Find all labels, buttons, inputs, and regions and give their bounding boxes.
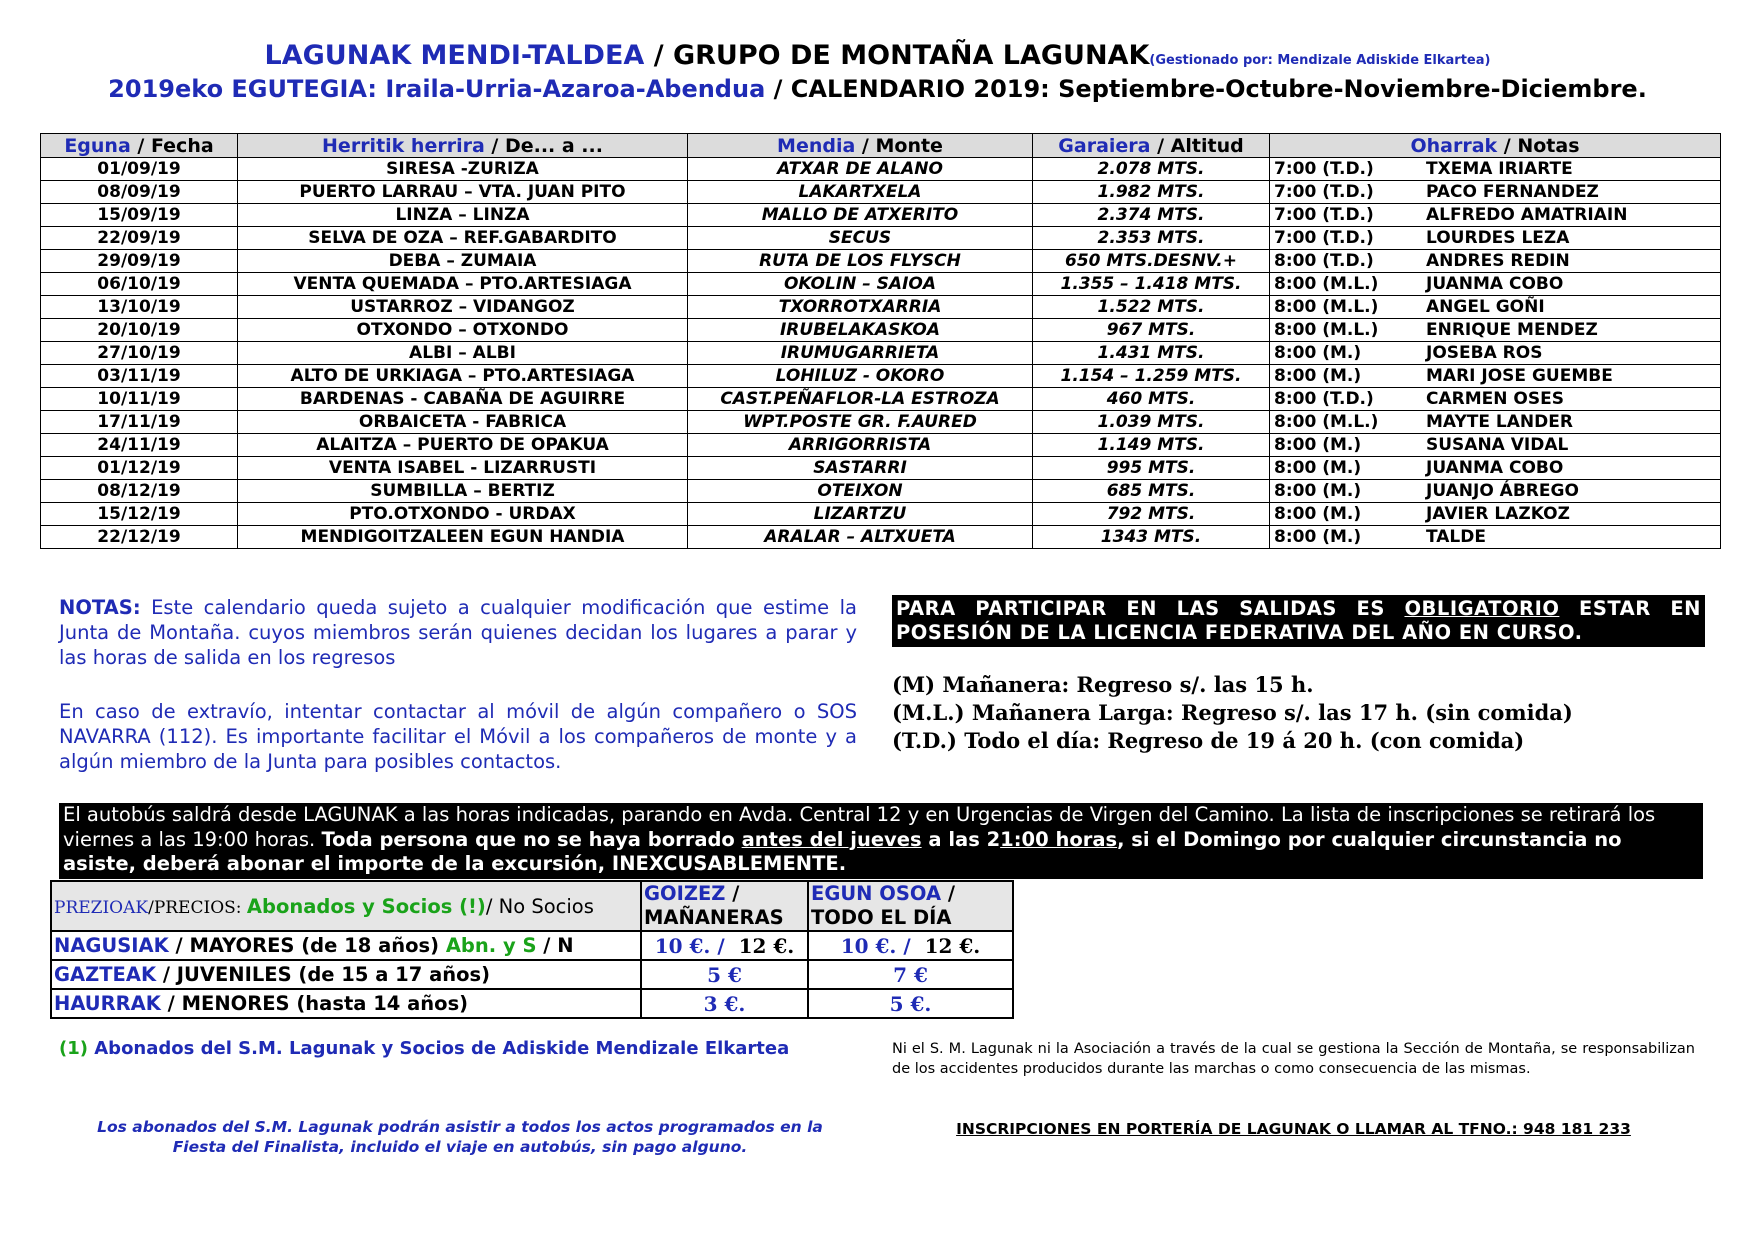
category-tail: / N [536, 934, 574, 957]
table-row [41, 181, 1721, 204]
cell-mountain: IRUMUGARRIETA [688, 342, 1033, 365]
cell-departure-time: 8:00 (T.D.) [1274, 389, 1374, 409]
table-row [41, 273, 1721, 296]
column-header-basque: Garaiera [1058, 134, 1151, 157]
footnote [59, 1038, 789, 1059]
cell-mountain: ATXAR DE ALANO [688, 158, 1033, 181]
table-row [41, 480, 1721, 503]
price-mananeras [641, 931, 808, 960]
bus-notice-deadline-hour: 1:00 horas [1000, 827, 1118, 851]
bus-notice [59, 803, 1703, 879]
cell-mountain: MALLO DE ATXERITO [688, 204, 1033, 227]
cell-date: 03/11/19 [41, 365, 238, 388]
cell-mountain: LOHILUZ - OKORO [688, 365, 1033, 388]
price-no-socios: 12 €. [724, 933, 795, 958]
cell-altitude: 2.374 MTS. [1033, 204, 1270, 227]
cell-date: 10/11/19 [41, 388, 238, 411]
cell-date: 20/10/19 [41, 319, 238, 342]
schedule-legend [892, 671, 1573, 755]
cell-departure-time: 7:00 (T.D.) [1274, 205, 1374, 225]
cell-notes [1270, 526, 1721, 549]
price-abonados: 7 € [893, 962, 928, 987]
title-separator: / [644, 40, 673, 71]
prices-col-mananeras [641, 881, 808, 931]
legend-item-m: (M) Mañanera: Regreso s/. las 15 h. [892, 672, 1314, 697]
table-row [41, 250, 1721, 273]
inscriptions-contact: INSCRIPCIONES EN PORTERÍA DE LAGUNAK O LLAMAR AL TFNO.: 948 181 233 [956, 1120, 1631, 1138]
cell-notes [1270, 204, 1721, 227]
cell-date: 08/12/19 [41, 480, 238, 503]
cell-route: DEBA – ZUMAIA [238, 250, 688, 273]
cell-mountain: OKOLIN – SAIOA [688, 273, 1033, 296]
cell-route: SIRESA -ZURIZA [238, 158, 688, 181]
cell-route: SELVA DE OZA – REF.GABARDITO [238, 227, 688, 250]
cell-altitude: 1.039 MTS. [1033, 411, 1270, 434]
table-row [41, 319, 1721, 342]
col-goizez-sep: / [725, 882, 740, 905]
title-basque: LAGUNAK MENDI-TALDEA [264, 40, 645, 71]
calendar-body [41, 158, 1721, 549]
cell-altitude: 1343 MTS. [1033, 526, 1270, 549]
cell-guide: JAVIER LAZKOZ [1426, 504, 1570, 524]
col-goizez: GOIZEZ [644, 882, 726, 905]
table-row [41, 365, 1721, 388]
column-header-notas [1270, 134, 1721, 158]
lost-contact-paragraph: En caso de extravío, intentar contactar al móvil de algún compañero o SOS NAVARRA (112). Es importante facilitar el Móvil a los compañeros de monte y a algún miembro de la Junta para posibles contactos. [59, 700, 857, 773]
cell-guide: TXEMA IRIARTE [1426, 159, 1573, 179]
cell-notes [1270, 457, 1721, 480]
cell-mountain: TXORROTXARRIA [688, 296, 1033, 319]
cell-departure-time: 8:00 (M.) [1274, 366, 1362, 386]
cell-date: 06/10/19 [41, 273, 238, 296]
calendar-table [40, 133, 1721, 549]
cell-route: OTXONDO – OTXONDO [238, 319, 688, 342]
prices-table [50, 880, 1014, 1019]
price-abonados: 3 €. [703, 991, 746, 1016]
cell-date: 13/10/19 [41, 296, 238, 319]
cell-mountain: LIZARTZU [688, 503, 1033, 526]
cell-date: 29/09/19 [41, 250, 238, 273]
cell-date: 15/12/19 [41, 503, 238, 526]
table-row [41, 457, 1721, 480]
cell-mountain: RUTA DE LOS FLYSCH [688, 250, 1033, 273]
page-subtitle [0, 75, 1755, 103]
prices-header-label [51, 881, 641, 931]
calendar-header-row [41, 134, 1721, 158]
cell-altitude: 1.154 – 1.259 MTS. [1033, 365, 1270, 388]
cell-departure-time: 7:00 (T.D.) [1274, 228, 1374, 248]
table-row [41, 411, 1721, 434]
col-egun-osoa-sep: / [941, 882, 955, 905]
cell-route: ALTO DE URKIAGA – PTO.ARTESIAGA [238, 365, 688, 388]
cell-route: SUMBILLA – BERTIZ [238, 480, 688, 503]
cell-altitude: 1.982 MTS. [1033, 181, 1270, 204]
cell-mountain: ARRIGORRISTA [688, 434, 1033, 457]
cell-guide: MARI JOSE GUEMBE [1426, 366, 1613, 386]
price-todo-el-dia [808, 931, 1013, 960]
cell-date: 15/09/19 [41, 204, 238, 227]
column-header-monte [688, 134, 1033, 158]
cell-guide: JUANMA COBO [1426, 274, 1564, 294]
price-todo-el-dia [808, 960, 1013, 989]
cell-route: MENDIGOITZALEEN EGUN HANDIA [238, 526, 688, 549]
cell-route: LINZA – LINZA [238, 204, 688, 227]
column-header-spanish: / Monte [855, 134, 943, 157]
category-basque: GAZTEAK [54, 963, 157, 986]
cell-notes [1270, 411, 1721, 434]
prices-col-todo-el-dia [808, 881, 1013, 931]
cell-route: USTARROZ – VIDANGOZ [238, 296, 688, 319]
prices-header-nosocios: / No Socios [485, 894, 594, 918]
cell-date: 24/11/19 [41, 434, 238, 457]
price-abonados: 10 €. / [840, 933, 911, 958]
column-header-spanish: / Notas [1497, 134, 1580, 157]
column-header-basque: Oharrak [1410, 134, 1498, 157]
cell-guide: JOSEBA ROS [1426, 343, 1543, 363]
cell-route: ORBAICETA - FABRICA [238, 411, 688, 434]
table-row [41, 158, 1721, 181]
cell-route: BARDENAS - CABAÑA DE AGUIRRE [238, 388, 688, 411]
cell-notes [1270, 158, 1721, 181]
price-abonados: 5 €. [889, 991, 932, 1016]
cell-altitude: 1.149 MTS. [1033, 434, 1270, 457]
cell-mountain: LAKARTXELA [688, 181, 1033, 204]
price-no-socios: 12 €. [910, 933, 981, 958]
prices-header-precios: /PRECIOS: [148, 897, 247, 918]
col-egun-osoa: EGUN OSOA [811, 882, 942, 905]
cell-altitude: 967 MTS. [1033, 319, 1270, 342]
table-row [41, 342, 1721, 365]
cell-departure-time: 8:00 (M.L.) [1274, 412, 1379, 432]
column-header-spanish: / Fecha [130, 134, 214, 157]
table-row [41, 204, 1721, 227]
cell-departure-time: 8:00 (M.) [1274, 458, 1362, 478]
cell-departure-time: 8:00 (M.) [1274, 481, 1362, 501]
cell-notes [1270, 319, 1721, 342]
cell-mountain: CAST.PEÑAFLOR-LA ESTROZA [688, 388, 1033, 411]
page-title [0, 40, 1755, 71]
category-abonados: Abn. y S [445, 934, 537, 957]
cell-altitude: 792 MTS. [1033, 503, 1270, 526]
cell-date: 08/09/19 [41, 181, 238, 204]
cell-guide: PACO FERNANDEZ [1426, 182, 1599, 202]
disclaimer: Ni el S. M. Lagunak ni la Asociación a través de la cual se gestiona la Sección de Montaña, se responsabilizan de los accidentes producidos durante las marchas o como consecuencia de las mismas. [892, 1041, 1695, 1077]
category-basque: NAGUSIAK [54, 934, 169, 957]
cell-guide: MAYTE LANDER [1426, 412, 1573, 432]
cell-altitude: 650 MTS.DESNV.+ [1033, 250, 1270, 273]
cell-guide: LOURDES LEZA [1426, 228, 1570, 248]
cell-guide: SUSANA VIDAL [1426, 435, 1569, 455]
cell-guide: ALFREDO AMATRIAIN [1426, 205, 1628, 225]
price-mananeras [641, 989, 808, 1018]
cell-mountain: SECUS [688, 227, 1033, 250]
cell-date: 01/12/19 [41, 457, 238, 480]
cell-notes [1270, 503, 1721, 526]
legend-item-td: (T.D.) Todo el día: Regreso de 19 á 20 h. (con comida) [892, 728, 1525, 753]
subtitle-basque: 2019eko EGUTEGIA: Iraila-Urria-Azaroa-Abendua [108, 75, 766, 103]
cell-date: 27/10/19 [41, 342, 238, 365]
price-todo-el-dia [808, 989, 1013, 1018]
bus-notice-bold3: , si el Domingo por cualquier circunstancia no asiste, deberá abonar el importe de la excursión, INEXCUSABLEMENTE. [63, 827, 1622, 875]
cell-guide: ANDRES REDIN [1426, 251, 1570, 271]
cell-altitude: 1.355 – 1.418 MTS. [1033, 273, 1270, 296]
cell-notes [1270, 388, 1721, 411]
bus-notice-normal: El autobús saldrá desde LAGUNAK a las horas indicadas, parando en Avda. Central 12 y en Urgencias de Virgen del Camino. La lista de inscripciones se retirará los viernes a las 19:00 horas. [63, 803, 1656, 851]
cell-mountain: OTEIXON [688, 480, 1033, 503]
notes-text: Este calendario queda sujeto a cualquier modificación que estime la Junta de Montaña. cuyos miembros serán quienes decidan los lugares a parar y las horas de salida en los regresos [59, 596, 857, 669]
cell-altitude: 2.078 MTS. [1033, 158, 1270, 181]
notes-label: NOTAS: [59, 596, 141, 619]
col-mananeras: MAÑANERAS [644, 906, 784, 929]
cell-guide: ENRIQUE MENDEZ [1426, 320, 1598, 340]
cell-departure-time: 7:00 (T.D.) [1274, 182, 1374, 202]
cell-route: VENTA QUEMADA – PTO.ARTESIAGA [238, 273, 688, 296]
price-abonados: 10 €. / [654, 933, 725, 958]
table-row [41, 434, 1721, 457]
category-spanish: / MAYORES (de 18 años) [168, 934, 446, 957]
cell-guide: CARMEN OSES [1426, 389, 1564, 409]
cell-route: PUERTO LARRAU – VTA. JUAN PITO [238, 181, 688, 204]
cell-date: 22/09/19 [41, 227, 238, 250]
column-header-spanish: / De... a ... [484, 134, 603, 157]
cell-guide: TALDE [1426, 527, 1486, 547]
cell-guide: ANGEL GOÑI [1426, 297, 1545, 317]
cell-date: 17/11/19 [41, 411, 238, 434]
column-header-spanish: / Altitud [1150, 134, 1244, 157]
cell-departure-time: 8:00 (M.L.) [1274, 274, 1379, 294]
price-row [51, 960, 1013, 989]
price-row [51, 931, 1013, 960]
cell-notes [1270, 273, 1721, 296]
cell-departure-time: 8:00 (M.L.) [1274, 320, 1379, 340]
bus-notice-bold1: Toda persona que no se haya borrado [321, 827, 742, 851]
cell-altitude: 995 MTS. [1033, 457, 1270, 480]
price-row [51, 989, 1013, 1018]
column-header-altitud [1033, 134, 1270, 158]
cell-guide: JUANJO ÁBREGO [1426, 481, 1579, 501]
notes-paragraph [59, 595, 857, 670]
table-row [41, 388, 1721, 411]
cell-altitude: 460 MTS. [1033, 388, 1270, 411]
cell-date: 22/12/19 [41, 526, 238, 549]
cell-notes [1270, 296, 1721, 319]
cell-notes [1270, 342, 1721, 365]
legend-item-ml: (M.L.) Mañanera Larga: Regreso s/. las 17 h. (sin comida) [892, 700, 1573, 725]
column-header-basque: Mendia [777, 134, 856, 157]
column-header-basque: Eguna [64, 134, 131, 157]
prices-header-prezioak: PREZIOAK [54, 897, 149, 918]
table-row [41, 227, 1721, 250]
cell-notes [1270, 181, 1721, 204]
cell-route: PTO.OTXONDO - URDAX [238, 503, 688, 526]
table-row [41, 503, 1721, 526]
cell-route: ALBI – ALBI [238, 342, 688, 365]
subtitle-spanish: CALENDARIO 2019: Septiembre-Octubre-Noviembre-Diciembre. [790, 75, 1647, 103]
cell-departure-time: 8:00 (T.D.) [1274, 251, 1374, 271]
cell-route: ALAITZA – PUERTO DE OPAKUA [238, 434, 688, 457]
cell-mountain: WPT.POSTE GR. F.AURED [688, 411, 1033, 434]
subtitle-separator: / [765, 75, 791, 103]
category-spanish: / JUVENILES (de 15 a 17 años) [156, 963, 491, 986]
cell-altitude: 1.522 MTS. [1033, 296, 1270, 319]
footnote-text: Abonados del S.M. Lagunak y Socios de Adiskide Mendizale Elkartea [87, 1038, 790, 1059]
cell-date: 01/09/19 [41, 158, 238, 181]
cell-notes [1270, 434, 1721, 457]
column-header-de-a [238, 134, 688, 158]
cell-departure-time: 8:00 (M.) [1274, 435, 1362, 455]
category-basque: HAURRAK [54, 992, 161, 1015]
bus-notice-bold2: a las 2 [921, 827, 1001, 851]
cell-notes [1270, 365, 1721, 388]
title-spanish: GRUPO DE MONTAÑA LAGUNAK [672, 40, 1150, 71]
bus-notice-deadline-day: antes del jueves [741, 827, 922, 851]
category-spanish: / MENORES (hasta 14 años) [160, 992, 469, 1015]
cell-notes [1270, 250, 1721, 273]
cell-departure-time: 8:00 (M.) [1274, 343, 1362, 363]
title-managed-by: (Gestionado por: Mendizale Adiskide Elkartea) [1149, 53, 1491, 68]
cell-mountain: SASTARRI [688, 457, 1033, 480]
cell-departure-time: 8:00 (M.L.) [1274, 297, 1379, 317]
cell-route: VENTA ISABEL - LIZARRUSTI [238, 457, 688, 480]
column-header-basque: Herritik herrira [322, 134, 485, 157]
cell-mountain: ARALAR – ALTXUETA [688, 526, 1033, 549]
price-abonados: 5 € [707, 962, 742, 987]
footnote-mark: (1) [59, 1038, 88, 1059]
prices-header-row [51, 881, 1013, 931]
cell-mountain: IRUBELAKASKOA [688, 319, 1033, 342]
license-notice-part2: ESTAR EN POSESIÓN DE LA LICENCIA FEDERATIVA DEL AÑO EN CURSO. [896, 597, 1702, 644]
cell-notes [1270, 227, 1721, 250]
price-category [51, 960, 641, 989]
license-notice-obligatorio: OBLIGATORIO [1404, 597, 1560, 620]
cell-departure-time: 8:00 (M.) [1274, 504, 1362, 524]
table-row [41, 526, 1721, 549]
license-notice-part1: PARA PARTICIPAR EN LAS SALIDAS ES [896, 597, 1405, 620]
price-category [51, 989, 641, 1018]
col-todo-el-dia: TODO EL DÍA [811, 906, 952, 929]
cell-altitude: 1.431 MTS. [1033, 342, 1270, 365]
cell-altitude: 685 MTS. [1033, 480, 1270, 503]
price-mananeras [641, 960, 808, 989]
license-notice [892, 595, 1705, 647]
column-header-fecha [41, 134, 238, 158]
cell-notes [1270, 480, 1721, 503]
cell-departure-time: 7:00 (T.D.) [1274, 159, 1374, 179]
cell-guide: JUANMA COBO [1426, 458, 1564, 478]
cell-departure-time: 8:00 (M.) [1274, 527, 1362, 547]
cell-altitude: 2.353 MTS. [1033, 227, 1270, 250]
prices-header-abonados: Abonados y Socios (!) [246, 894, 486, 918]
price-category [51, 931, 641, 960]
abonados-note: Los abonados del S.M. Lagunak podrán asistir a todos los actos programados en la Fiesta del Finalista, incluido el viaje en autobús, sin pago alguno. [97, 1118, 823, 1156]
table-row [41, 296, 1721, 319]
